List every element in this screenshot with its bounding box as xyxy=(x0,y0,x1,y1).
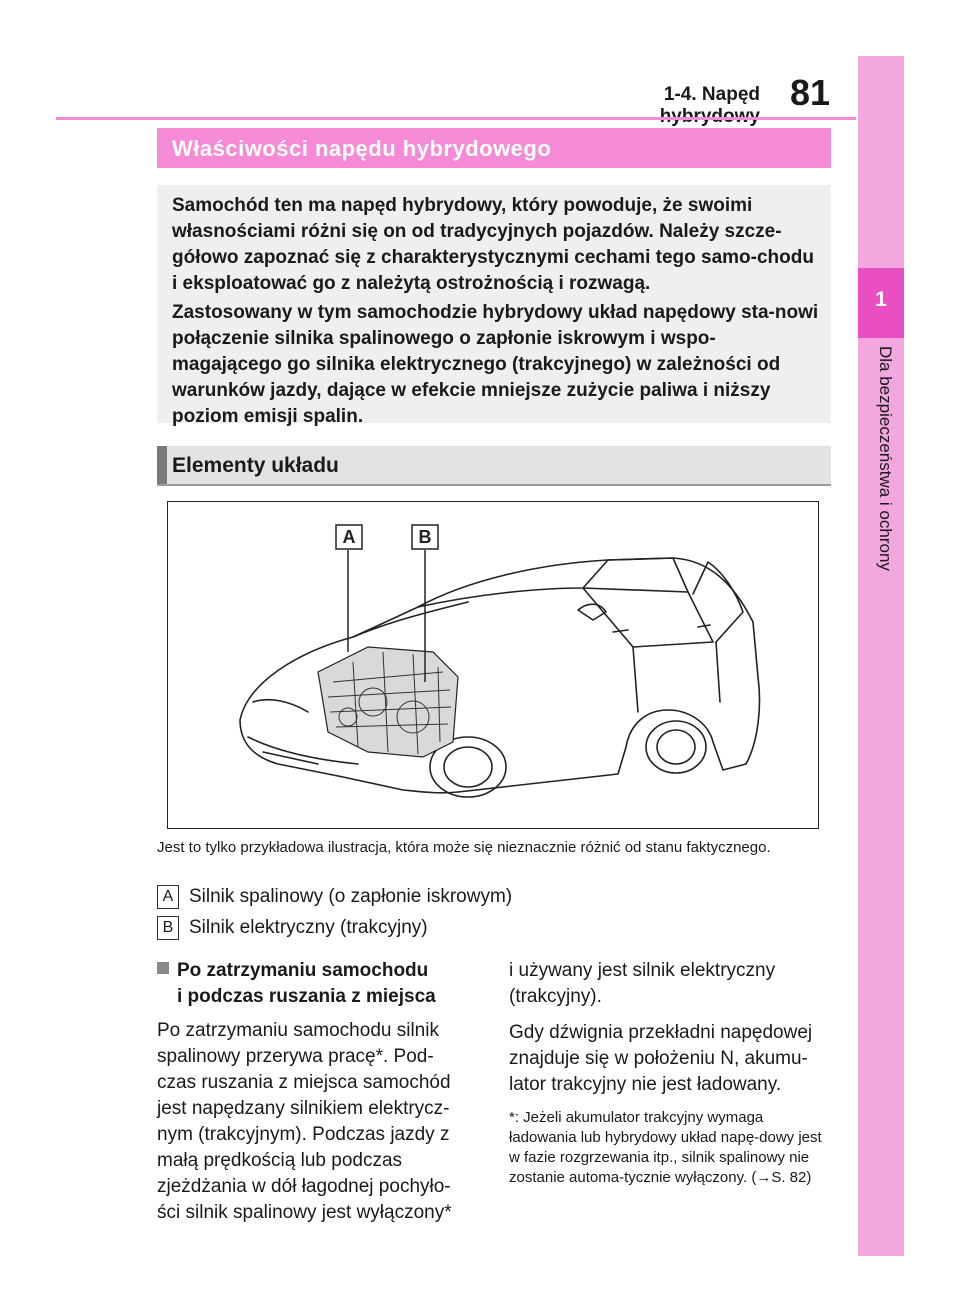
chapter-number: 1 xyxy=(875,288,887,311)
left-body-text: Po zatrzymaniu samochodu silnik spalinowy przerywa pracę*. Pod-czas ruszania z miejsca samochód jest napędzany silnikiem elektrycz-nym (trakcyjnym). Podczas jazdy z małą prędkością lub podczas zjeżdżania w dół łagodnej pochyło-ści silnik spalinowy jest wyłączony* xyxy=(157,1020,452,1223)
chapter-tab xyxy=(858,56,904,1256)
car-illustration xyxy=(167,501,819,829)
legend-key-b: B xyxy=(157,916,179,940)
legend-item-a xyxy=(157,885,657,909)
figure-caption: Jest to tylko przykładowa ilustracja, która może się nieznacznie różnić od stanu faktycznego. xyxy=(157,839,771,856)
subheading-line-1: Po zatrzymaniu samochodu xyxy=(177,960,429,981)
right-column xyxy=(509,958,834,1188)
chapter-title: Dla bezpieczeństwa i ochrony xyxy=(876,346,895,571)
subheading-line-2: i podczas ruszania z miejsca xyxy=(177,986,436,1007)
legend-key-a: A xyxy=(157,885,179,909)
callout-a: A xyxy=(342,527,356,547)
callout-b: B xyxy=(418,527,432,547)
section-rule xyxy=(157,484,831,486)
intro-paragraph-2: Zastosowany w tym samochodzie hybrydowy układ napędowy sta-nowi połączenie silnika spalinowego o zapłonie iskrowym i wspo-magającego go silnika elektrycznego (trakcyjnego) w zależności od warunków jazdy, dające w efekcie mniejsze zużycie paliwa i niższy poziom emisji spalin. xyxy=(172,302,819,427)
section-heading: 1-4. Napęd xyxy=(663,84,760,105)
subheading xyxy=(157,958,472,1010)
legend-text-b: Silnik elektryczny (trakcyjny) xyxy=(189,917,428,939)
legend-text-a: Silnik spalinowy (o zapłonie iskrowym) xyxy=(189,886,513,908)
intro-paragraph-1: Samochód ten ma napęd hybrydowy, który powoduje, że swoimi własnościami różni się on od tradycyjnych pojazdów. Należy szcze-gółowo zapoznać się z charakterystycznymi cechami tego samo-chodu i eksploatować go z należytą ostrożnością i rozwagą. xyxy=(172,195,814,294)
right-body-text-2: Gdy dźwignia przekładni napędowej znajduje się w położeniu N, akumu-lator trakcyjny nie jest ładowany. xyxy=(509,1022,813,1095)
section-title: Elementy układu xyxy=(172,454,339,477)
page-title: Właściwości napędu hybrydowego xyxy=(172,136,552,161)
header-rule xyxy=(56,117,856,120)
left-column xyxy=(157,958,472,1226)
footnote: *: Jeżeli akumulator trakcyjny wymaga ładowania lub hybrydowy układ napę-dowy jest w fazie rozgrzewania itp., silnik spalinowy nie zostanie automa-tycznie wyłączony. (→S. 82) xyxy=(509,1109,822,1186)
right-body-text-1: i używany jest silnik elektryczny (trakcyjny). xyxy=(509,960,776,1007)
car-drawing xyxy=(168,502,817,827)
legend-item-b xyxy=(157,916,657,940)
bullet-square-icon xyxy=(157,962,169,974)
page-number: 81 xyxy=(790,72,831,113)
